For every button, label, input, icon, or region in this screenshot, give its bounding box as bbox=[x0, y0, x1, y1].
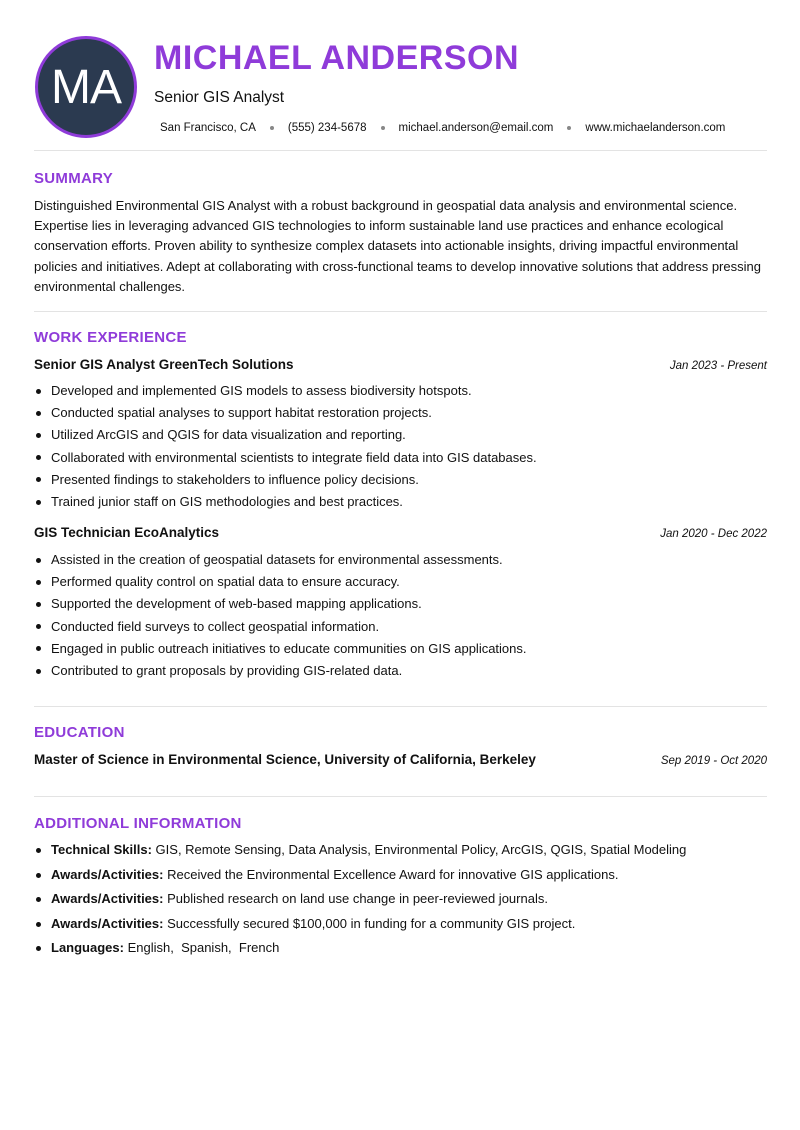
avatar bbox=[35, 36, 137, 138]
item-text: English, Spanish, French bbox=[127, 940, 280, 955]
item-label: Awards/Activities: bbox=[51, 891, 164, 906]
contact-location: San Francisco, CA bbox=[160, 122, 256, 134]
list-item: Utilized ArcGIS and QGIS for data visualization and reporting. bbox=[34, 424, 767, 446]
list-item bbox=[34, 863, 767, 888]
job-title: Senior GIS Analyst GreenTech Solutions bbox=[34, 357, 294, 372]
list-item: Developed and implemented GIS models to assess biodiversity hotspots. bbox=[34, 380, 767, 402]
list-item: Presented findings to stakeholders to influence policy decisions. bbox=[34, 469, 767, 491]
additional-list bbox=[34, 838, 767, 961]
item-label: Awards/Activities: bbox=[51, 866, 164, 882]
list-item bbox=[34, 936, 767, 961]
experience-heading: WORK EXPERIENCE bbox=[34, 329, 187, 346]
list-item: Conducted spatial analyses to support habitat restoration projects. bbox=[34, 402, 767, 424]
job-bullets bbox=[34, 549, 767, 682]
job-title: GIS Technician EcoAnalytics bbox=[34, 525, 220, 540]
job-header bbox=[34, 357, 767, 372]
contact-email[interactable]: michael.anderson@email.com bbox=[398, 122, 554, 134]
item-label: Awards/Activities: bbox=[51, 915, 164, 931]
item-text: Successfully secured $100,000 in funding for a community GIS project. bbox=[167, 915, 576, 931]
list-item bbox=[34, 838, 767, 863]
job-dates: Jan 2023 - Present bbox=[669, 360, 767, 372]
divider bbox=[34, 796, 767, 797]
divider bbox=[34, 150, 767, 151]
avatar-initials: MA bbox=[51, 60, 121, 114]
summary-heading: SUMMARY bbox=[34, 170, 114, 187]
list-item: Contributed to grant proposals by providing GIS-related data. bbox=[34, 660, 767, 682]
item-label: Technical Skills: bbox=[51, 842, 152, 857]
contact-line bbox=[160, 120, 725, 136]
separator-dot bbox=[270, 126, 274, 130]
education-entry bbox=[34, 752, 767, 767]
item-text: Published research on land use change in peer-reviewed journals. bbox=[167, 891, 548, 906]
list-item bbox=[34, 912, 767, 937]
item-text: Received the Environmental Excellence Award for innovative GIS applications. bbox=[167, 866, 619, 882]
list-item: Assisted in the creation of geospatial datasets for environmental assessments. bbox=[34, 549, 767, 571]
job-header bbox=[34, 525, 767, 540]
list-item: Trained junior staff on GIS methodologies and best practices. bbox=[34, 491, 767, 513]
divider bbox=[34, 311, 767, 312]
degree: Master of Science in Environmental Science, University of California, Berkeley bbox=[34, 752, 536, 767]
summary-text: Distinguished Environmental GIS Analyst with a robust background in geospatial data analysis and environmental science. Expertise lies in leveraging advanced GIS technologies to inform sustainable land use practices and enhance ecological conservation efforts. Proven ability to synthesize complex datasets into actionable insights, driving impactful environmental policies and initiatives. Adept at collaborating with cross-functional teams to develop innovative solutions that address pressing environmental challenges. bbox=[34, 198, 761, 294]
item-text: GIS, Remote Sensing, Data Analysis, Environmental Policy, ArcGIS, QGIS, Spatial Modeling bbox=[155, 842, 687, 857]
divider bbox=[34, 706, 767, 707]
list-item bbox=[34, 887, 767, 912]
education-heading: EDUCATION bbox=[34, 724, 125, 741]
job-bullets bbox=[34, 380, 767, 513]
separator-dot bbox=[381, 126, 385, 130]
candidate-title: Senior GIS Analyst bbox=[154, 89, 285, 106]
list-item: Performed quality control on spatial data to ensure accuracy. bbox=[34, 571, 767, 593]
additional-heading: ADDITIONAL INFORMATION bbox=[34, 815, 242, 832]
list-item: Supported the development of web-based mapping applications. bbox=[34, 593, 767, 615]
list-item: Conducted field surveys to collect geospatial information. bbox=[34, 616, 767, 638]
separator-dot bbox=[567, 126, 571, 130]
contact-website[interactable]: www.michaelanderson.com bbox=[585, 122, 726, 134]
list-item: Collaborated with environmental scientists to integrate field data into GIS databases. bbox=[34, 447, 767, 469]
candidate-name: MICHAEL ANDERSON bbox=[154, 39, 520, 77]
item-label: Languages: bbox=[51, 940, 124, 955]
education-dates: Sep 2019 - Oct 2020 bbox=[660, 755, 767, 767]
list-item: Engaged in public outreach initiatives to educate communities on GIS applications. bbox=[34, 638, 767, 660]
job-dates: Jan 2020 - Dec 2022 bbox=[660, 528, 767, 540]
contact-phone: (555) 234-5678 bbox=[287, 122, 367, 134]
